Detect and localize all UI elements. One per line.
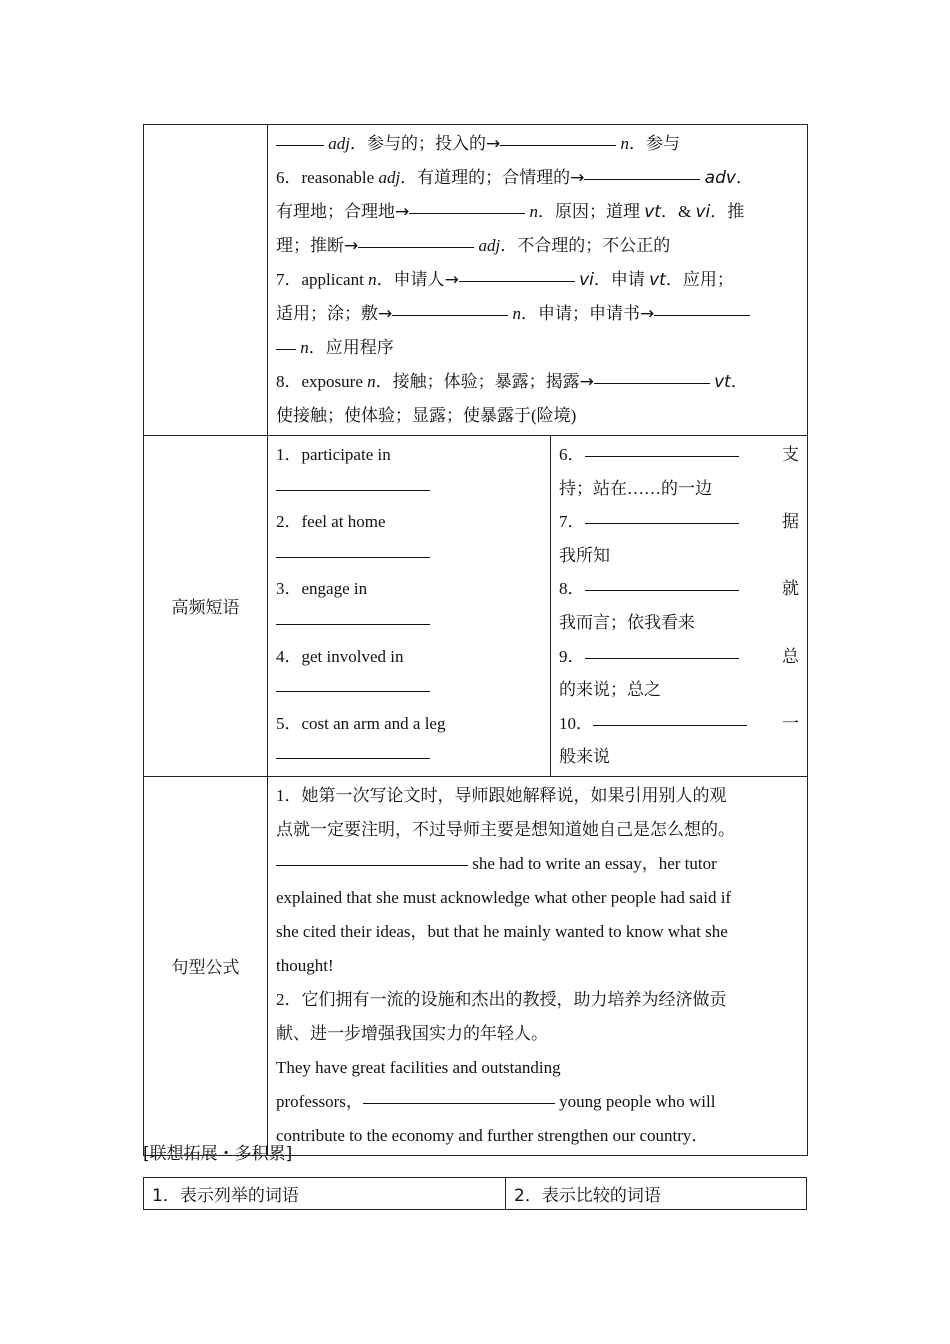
vocab-table [143,124,808,1156]
vocab-line-7: n．应用程序 [276,331,801,365]
answer-blank[interactable] [358,246,474,248]
phrase-answer-line [276,539,542,573]
phrase-answer-line [276,673,542,707]
sentence-1-en: she had to write an essay，her tutor [276,847,801,881]
phrase-answer-line [276,472,542,506]
answer-blank[interactable] [276,144,324,146]
answer-blank[interactable] [654,314,750,316]
sentence-2-en: They have great facilities and outstanding [276,1057,561,1077]
vocab-line-4: 理；推断→ adj．不合理的；不公正的 [276,236,671,256]
phrase-item: 4．get involved in [276,646,404,666]
vocab-line-3: 有理地；合理地→ n．原因；道理 vt．& vi．推 [276,202,745,222]
vocab-line-9: 使接触；使体验；显露；使暴露于(险境) [276,406,577,425]
phrase-item: 6． 支 [559,445,800,464]
sentences-content-cell [268,776,808,1155]
sentence-1-cn: 1．她第一次写论文时，导师跟她解释说，如果引用别人的观 [276,785,727,805]
sentences-row [144,776,808,1155]
vocab-line-2: 6．reasonable adj．有道理的；合情理的→ adv． [276,168,753,188]
vocab-content-cell [268,125,808,436]
phrase-meaning: 我所知 [559,545,610,565]
answer-blank[interactable] [585,657,739,659]
answer-blank[interactable] [585,589,739,591]
sentence-1-cn: 点就一定要注明，不过导师主要是想知道她自己是怎么想的。 [276,819,735,839]
sentence-1-en: explained that she must acknowledge what other people had said if [276,887,732,907]
answer-blank[interactable] [276,864,468,866]
extension-col-2: 2．表示比较的词语 [506,1178,807,1210]
answer-blank[interactable] [276,489,430,491]
vocab-label-cell [144,125,268,436]
phrase-item: 1．participate in [276,445,391,464]
phrase-item: 2．feel at home [276,512,386,532]
extension-table [143,1177,807,1210]
answer-blank[interactable] [392,314,508,316]
vocab-line-1: adj．参与的；投入的→ n．参与 [276,127,801,161]
answer-blank[interactable] [593,724,747,726]
answer-blank[interactable] [584,178,700,180]
answer-blank[interactable] [594,382,710,384]
sentence-2-en: professors， young people who will [276,1091,716,1111]
phrase-item: 5．cost an arm and a leg [276,713,446,733]
sentence-1-en: she cited their ideas，but that he mainly wanted to know what she [276,921,728,941]
sentence-2-cn: 献、进一步增强我国实力的年轻人。 [276,1023,548,1043]
answer-blank[interactable] [276,556,430,558]
phrases-left-cell [268,436,551,777]
sentence-1-en: thought! [276,955,334,975]
answer-blank[interactable] [409,212,525,214]
sentences-label: 句型公式 [144,776,268,1155]
vocab-line-6: 适用；涂；敷→ n．申请；申请书→ [276,297,801,331]
phrase-answer-line [276,606,542,640]
phrase-item: 3．engage in [276,579,368,599]
answer-blank[interactable] [585,522,739,524]
phrases-right-cell [551,436,808,777]
answer-blank[interactable] [276,757,430,759]
phrases-row [144,436,808,777]
phrase-item: 7． 据 [559,512,800,532]
phrase-item: 8． 就 [559,579,800,599]
phrase-meaning: 我而言；依我看来 [559,612,695,632]
phrases-label: 高频短语 [144,436,268,777]
vocab-line-8: 8．exposure n．接触；体验；暴露；揭露→ vt． [276,372,748,392]
extension-title: [联想拓展・多积累] [143,1144,293,1164]
vocab-row [144,125,808,436]
sentence-2-en: contribute to the economy and further strengthen our country． [276,1125,709,1145]
vocab-line-5: 7．applicant n．申请人→ vi．申请 vt．应用； [276,270,734,290]
phrase-meaning: 的来说；总之 [559,680,661,700]
answer-blank[interactable] [500,144,616,146]
phrase-item: 10． 一 [559,713,800,733]
answer-blank[interactable] [585,455,739,457]
extension-col-1: 1．表示列举的词语 [144,1178,506,1210]
answer-blank[interactable] [276,623,430,625]
answer-blank[interactable] [276,348,296,350]
worksheet [143,124,807,1156]
phrase-item: 9． 总 [559,646,800,666]
sentence-2-cn: 2．它们拥有一流的设施和杰出的教授，助力培养为经济做贡 [276,989,727,1009]
phrase-meaning: 持；站在……的一边 [559,478,712,498]
answer-blank[interactable] [276,690,430,692]
phrase-meaning: 般来说 [559,747,610,767]
answer-blank[interactable] [459,280,575,282]
answer-blank[interactable] [363,1102,555,1104]
phrase-answer-line [276,740,542,774]
